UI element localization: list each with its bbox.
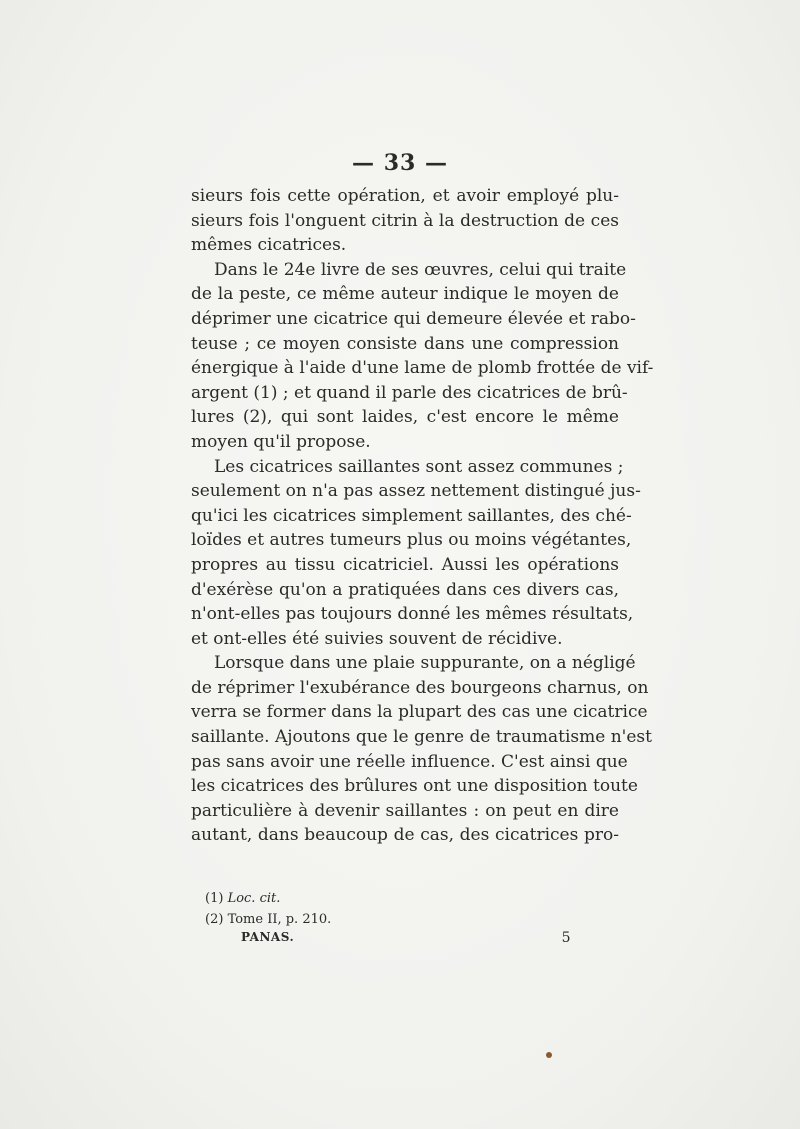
text-line: Lorsque dans une plaie suppurante, on a négligé	[214, 653, 636, 674]
ink-speck	[546, 1052, 552, 1058]
text-line: loïdes et autres tumeurs plus ou moins végétantes,	[191, 530, 632, 551]
signature-author: PANAS.	[241, 930, 295, 944]
text-line: verra se former dans la plupart des cas une cicatrice	[191, 702, 648, 723]
text-line: saillante. Ajoutons que le genre de traumatisme n'est	[191, 727, 652, 748]
text-line: déprimer une cicatrice qui demeure élevée et rabo-	[191, 308, 636, 329]
text-line: particulière à devenir saillantes : on peut en dire	[191, 800, 619, 821]
text-line: d'exérèse qu'on a pratiquées dans ces divers cas,	[191, 579, 619, 600]
footnotes	[205, 888, 605, 930]
text-line: seulement on n'a pas assez nettement distingué jus-	[191, 481, 641, 502]
text-line: lures (2), qui sont laides, c'est encore le même	[191, 407, 619, 428]
sheet-number: 5	[561, 930, 571, 946]
text-line: énergique à l'aide d'une lame de plomb frottée de vif-	[191, 358, 654, 379]
text-line: pas sans avoir une réelle influence. C'est ainsi que	[191, 751, 628, 772]
text-line: et ont-elles été suivies souvent de récidive.	[191, 628, 563, 649]
text-line: Les cicatrices saillantes sont assez communes ;	[214, 456, 624, 477]
signature-row	[241, 930, 571, 946]
text-line: mêmes cicatrices.	[191, 235, 347, 256]
text-line: propres au tissu cicatriciel. Aussi les opérations	[191, 554, 619, 575]
text-line: teuse ; ce moyen consiste dans une compression	[191, 333, 619, 354]
footnote-marker: (2)	[205, 912, 224, 927]
text-line: qu'ici les cicatrices simplement saillantes, des ché-	[191, 505, 632, 526]
footnote-1	[205, 888, 605, 909]
text-line: sieurs fois cette opération, et avoir employé plu-	[191, 186, 619, 206]
text-line: de réprimer l'exubérance des bourgeons charnus, on	[191, 677, 649, 698]
body-text	[191, 184, 654, 848]
text-line: n'ont-elles pas toujours donné les mêmes résultats,	[191, 604, 634, 625]
text-line: sieurs fois l'onguent citrin à la destruction de ces	[191, 210, 619, 231]
text-line: autant, dans beaucoup de cas, des cicatrices pro-	[191, 825, 619, 846]
text-line: Dans le 24e livre de ses œuvres, celui qui traite	[214, 259, 627, 280]
footnote-text: Loc. cit.	[227, 891, 281, 906]
text-line: moyen qu'il propose.	[191, 431, 371, 452]
footnote-2	[205, 909, 605, 930]
text-line: les cicatrices des brûlures ont une disposition toute	[191, 776, 638, 797]
footnote-marker: (1)	[205, 891, 224, 906]
footnote-text: Tome II, p. 210.	[227, 912, 332, 927]
text-line: de la peste, ce même auteur indique le moyen de	[191, 284, 619, 305]
page-number: — 33 —	[352, 150, 448, 176]
text-line: argent (1) ; et quand il parle des cicatrices de brû-	[191, 382, 628, 403]
